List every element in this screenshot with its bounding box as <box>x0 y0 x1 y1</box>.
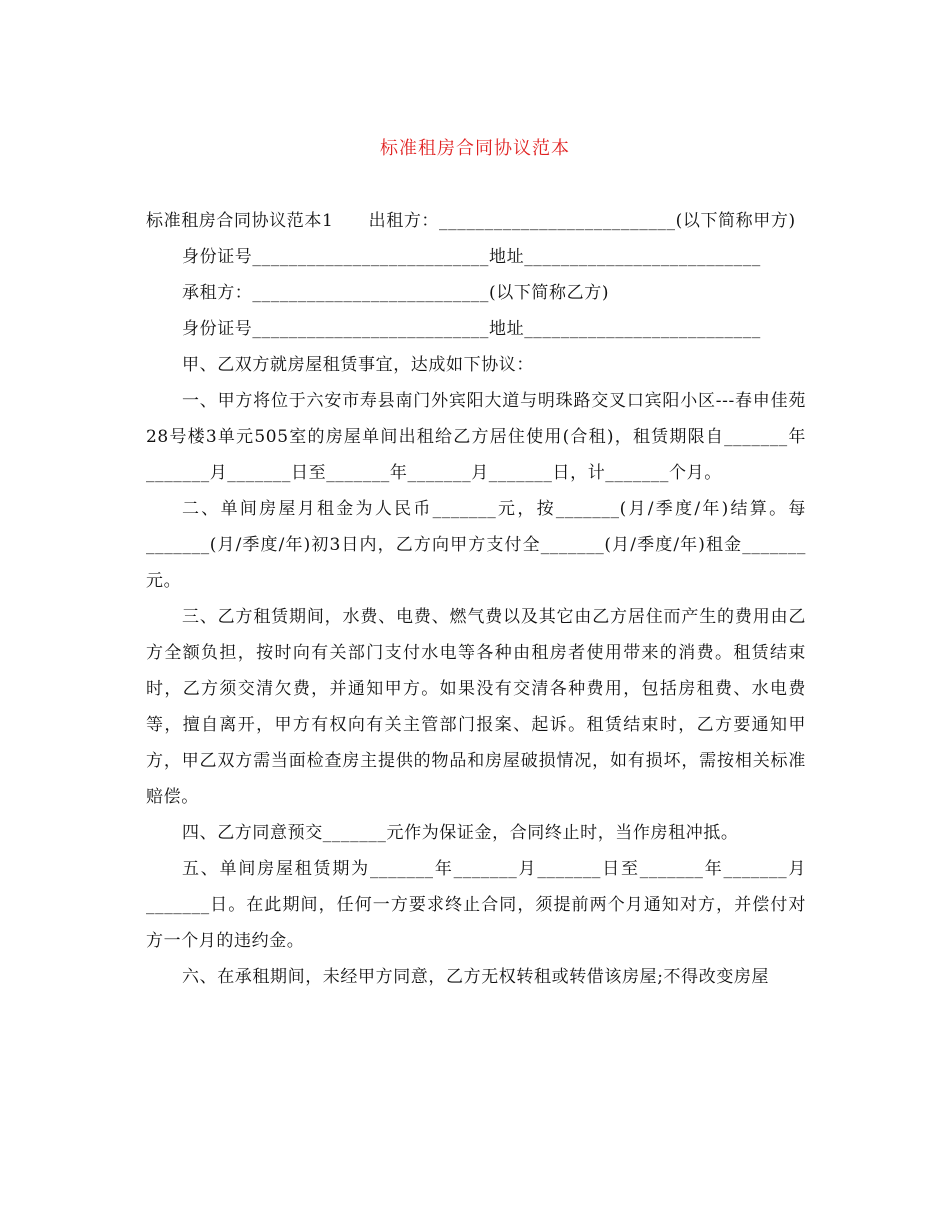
clause-1: 一、甲方将位于六安市寿县南门外宾阳大道与明珠路交叉口宾阳小区---春申佳苑28号楼3单元505室的房屋单间出租给乙方居住使用(合租)，租赁期限自_______年_______月_______日至_______年_______月_______日，计_______个月。 <box>146 391 806 483</box>
clause-3: 三、乙方租赁期间，水费、电费、燃气费以及其它由乙方居住而产生的费用由乙方全额负担，按时向有关部门支付水电等各种由租房者使用带来的消费。租赁结束时，乙方须交清欠费，并通知甲方。如果没有交清各种费用，包括房租费、水电费等，擅自离开，甲方有权向有关主管部门报案、起诉。租赁结束时，乙方要通知甲方，甲乙双方需当面检查房主提供的物品和房屋破损情况，如有损坏，需按相关标准赔偿。 <box>146 607 806 807</box>
document-title: 标准租房合同协议范本 <box>380 138 570 159</box>
paragraph-lessor-id: 身份证号__________________________地址__________________________ <box>182 247 761 267</box>
paragraph-lessee-id: 身份证号__________________________地址__________________________ <box>182 319 761 339</box>
clause-5: 五、单间房屋租赁期为_______年_______月_______日至_______年_______月_______日。在此期间，任何一方要求终止合同，须提前两个月通知对方，并偿付对方一个月的违约金。 <box>146 859 806 951</box>
paragraph-agreement-intro: 甲、乙双方就房屋租赁事宜，达成如下协议： <box>182 355 534 375</box>
clause-2: 二、单间房屋月租金为人民币_______元，按_______(月/季度/年)结算。每_______(月/季度/年)初3日内，乙方向甲方支付全_______(月/季度/年)租金_______元。 <box>146 499 806 591</box>
clause-4: 四、乙方同意预交_______元作为保证金，合同终止时，当作房租冲抵。 <box>182 823 739 843</box>
document-body <box>146 203 806 995</box>
paragraph-lessor: 标准租房合同协议范本1 出租方：__________________________(以下简称甲方) <box>146 211 796 231</box>
paragraph-lessee: 承租方：__________________________(以下简称乙方) <box>182 283 610 303</box>
clause-6: 六、在承租期间，未经甲方同意，乙方无权转租或转借该房屋;不得改变房屋 <box>182 967 770 987</box>
